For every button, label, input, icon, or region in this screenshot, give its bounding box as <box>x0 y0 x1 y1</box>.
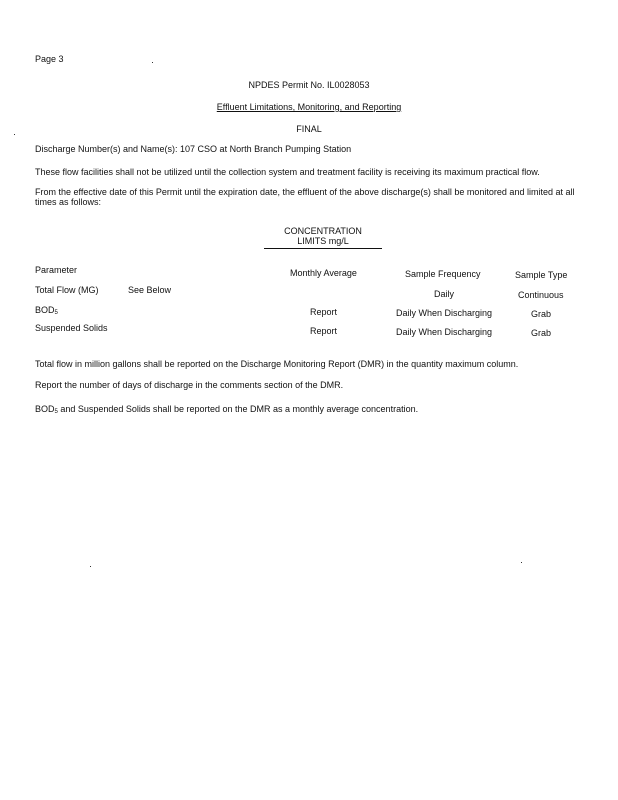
scan-speck <box>152 62 153 63</box>
status-label: FINAL <box>296 124 322 134</box>
discharge-line: Discharge Number(s) and Name(s): 107 CSO at North Branch Pumping Station <box>35 144 352 154</box>
concentration-header <box>264 226 382 249</box>
row-sample-type: Grab <box>531 309 552 319</box>
page-number: Page 3 <box>35 54 64 64</box>
concentration-label: CONCENTRATION <box>284 226 362 236</box>
row-parameter: Total Flow (MG) <box>35 285 99 295</box>
row-sample-type: Grab <box>531 328 552 338</box>
row-parameter: Suspended Solids <box>35 323 108 333</box>
monitoring-intro: From the effective date of this Permit until the expiration date, the effluent of the above discharge(s) shall be monitored and limited at all times as follows: <box>35 187 575 208</box>
header-monthly-average: Monthly Average <box>290 268 357 278</box>
header-sample-type: Sample Type <box>515 270 568 280</box>
limits-label: LIMITS mg/L <box>264 236 382 248</box>
header-parameter: Parameter <box>35 265 78 275</box>
permit-number: NPDES Permit No. IL0028053 <box>248 80 370 90</box>
scan-speck <box>14 134 15 135</box>
row-monthly-average: Report <box>310 307 338 317</box>
row-note: See Below <box>128 285 172 295</box>
scan-speck <box>90 566 91 567</box>
row-sample-type: Continuous <box>518 290 564 300</box>
row-sample-frequency: Daily <box>434 289 455 299</box>
days-discharge-note: Report the number of days of discharge in the comments section of the DMR. <box>35 380 344 390</box>
row-sample-frequency: Daily When Discharging <box>396 308 493 318</box>
row-monthly-average: Report <box>310 326 338 336</box>
bod-reporting-note: $BOD_5$ and Suspended Solids shall be reported on the DMR as a monthly average concentration. <box>35 404 419 415</box>
scan-speck <box>521 562 522 563</box>
facility-notice: These flow facilities shall not be utilized until the collection system and treatment facility is receiving its maximum practical flow. <box>35 167 540 177</box>
total-flow-note: Total flow in million gallons shall be reported on the Discharge Monitoring Report (DMR) in the quantity maximum column. <box>35 359 519 369</box>
row-parameter: $BOD_5$ <box>35 305 58 316</box>
row-sample-frequency: Daily When Discharging <box>396 327 493 337</box>
header-sample-frequency: Sample Frequency <box>405 269 481 279</box>
section-title: Effluent Limitations, Monitoring, and Reporting <box>216 102 402 112</box>
